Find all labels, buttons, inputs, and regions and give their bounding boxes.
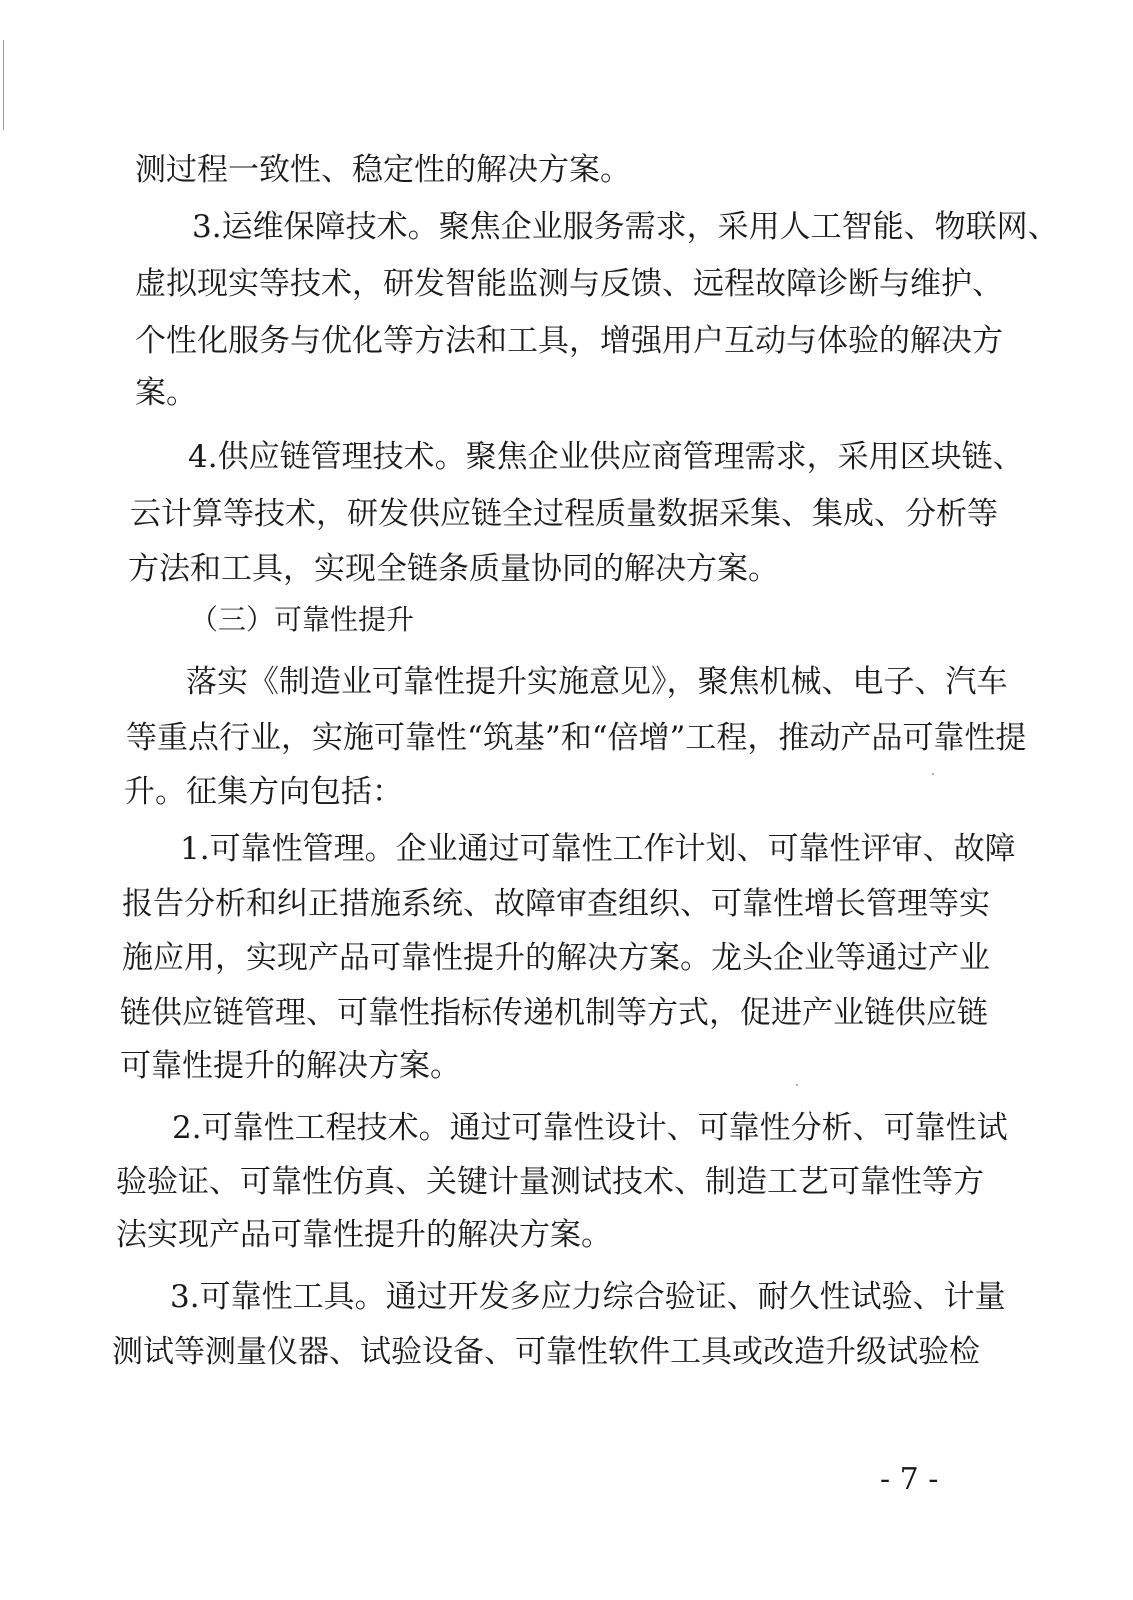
- text-line: 测过程一致性、稳定性的解决方案。: [135, 152, 631, 188]
- text-line: 案。: [135, 375, 197, 411]
- text-line: 链供应链管理、可靠性指标传递机制等方式，促进产业链供应链: [120, 995, 988, 1031]
- text-line: 方法和工具，实现全链条质量协同的解决方案。: [128, 551, 779, 587]
- text-line: 验验证、可靠性仿真、关键计量测试技术、制造工艺可靠性等方: [116, 1164, 984, 1200]
- text-line: 个性化服务与优化等方法和工具，增强用户互动与体验的解决方: [135, 323, 1003, 359]
- scan-speck: [796, 1084, 798, 1086]
- text-line: 可靠性提升的解决方案。: [120, 1048, 461, 1084]
- scan-edge-mark: [3, 40, 4, 130]
- text-line: 测试等测量仪器、试验设备、可靠性软件工具或改造升级试验检: [112, 1334, 980, 1370]
- text-line: 升。征集方向包括：: [124, 774, 403, 810]
- scan-speck: [932, 773, 934, 775]
- page-number: - 7 -: [880, 1462, 939, 1497]
- text-line: 3.运维保障技术。聚焦企业服务需求，采用人工智能、物联网、: [192, 209, 1059, 245]
- text-line: 2.可靠性工程技术。通过可靠性设计、可靠性分析、可靠性试: [172, 1110, 1008, 1146]
- text-line: 虚拟现实等技术，研发智能监测与反馈、远程故障诊断与维护、: [135, 266, 1003, 302]
- text-line: 报告分析和纠正措施系统、故障审查组织、可靠性增长管理等实: [122, 886, 990, 922]
- text-line: 1.可靠性管理。企业通过可靠性工作计划、可靠性评审、故障: [180, 831, 1016, 867]
- text-line: 等重点行业，实施可靠性“筑基”和“倍增”工程，推动产品可靠性提: [126, 720, 1027, 756]
- text-line: 施应用，实现产品可靠性提升的解决方案。龙头企业等通过产业: [122, 940, 990, 976]
- text-line: 落实《制造业可靠性提升实施意见》，聚焦机械、电子、汽车: [186, 664, 1008, 700]
- text-line: 3.可靠性工具。通过开发多应力综合验证、耐久性试验、计量: [170, 1279, 1006, 1315]
- section-heading: （三）可靠性提升: [190, 603, 415, 636]
- text-line: 法实现产品可靠性提升的解决方案。: [116, 1217, 612, 1253]
- text-line: 4.供应链管理技术。聚焦企业供应商管理需求，采用区块链、: [188, 439, 1024, 475]
- text-line: 云计算等技术，研发供应链全过程质量数据采集、集成、分析等: [130, 496, 998, 532]
